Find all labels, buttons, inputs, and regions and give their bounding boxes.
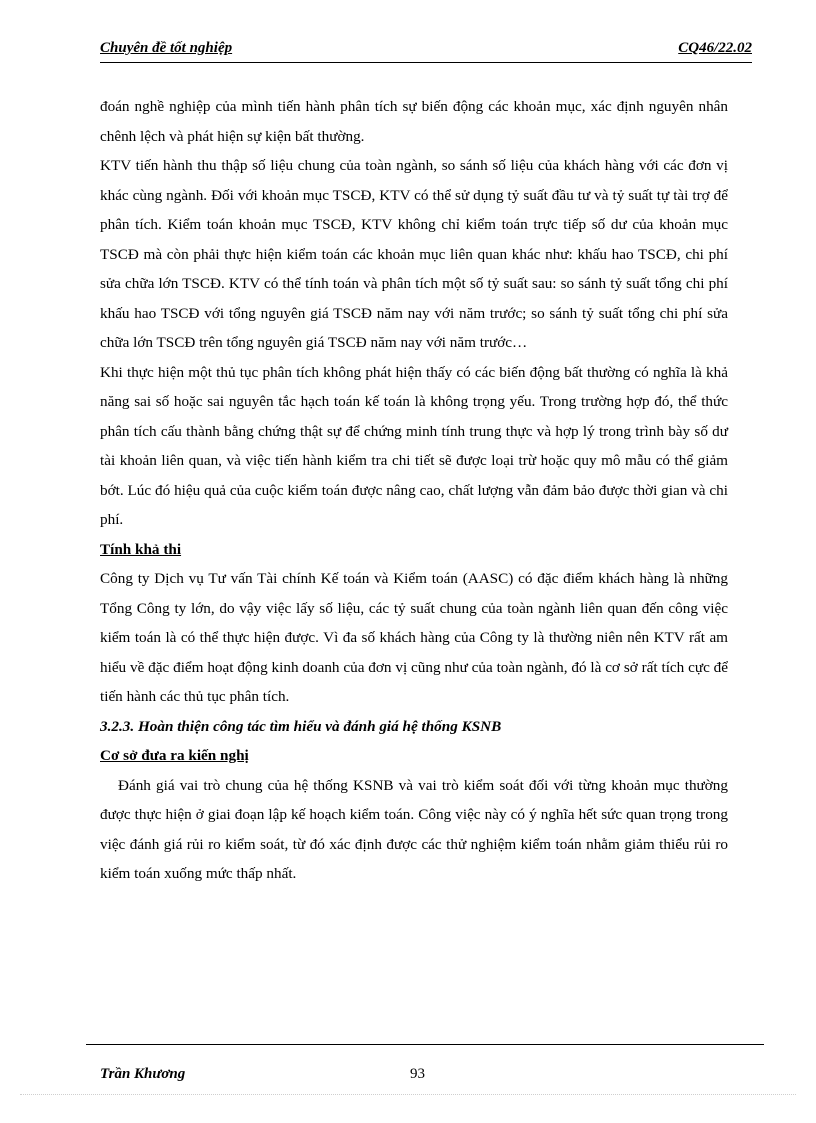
paragraph: Đánh giá vai trò chung của hệ thống KSNB và vai trò kiểm soát đối với từng khoản mục thường được thực hiện ở giai đoạn lập kế hoạch kiểm toán. Công việc này có ý nghĩa hết sức quan trọng trong việc đánh giá rủi ro kiểm soát, từ đó xác định được các thử nghiệm kiểm toán nhằm giảm thiểu rủi ro kiểm toán xuống mức thấp nhất. [100, 776, 728, 882]
header-document-type: Chuyên đề tốt nghiệp [100, 40, 233, 56]
paragraph: KTV tiến hành thu thập số liệu chung của toàn ngành, so sánh số liệu của khách hàng với các đơn vị khác cùng ngành. Đối với khoản mục TSCĐ, KTV có thể sử dụng tỷ suất đầu tư và tỷ suất tự tài trợ để phân tích. Kiểm toán khoản mục TSCĐ, KTV không chỉ kiểm toán trực tiếp số dư của khoản mục TSCĐ mà còn phải thực hiện kiểm toán các khoản mục liên quan khác như: khấu hao TSCĐ, chi phí sửa chữa lớn TSCĐ. KTV có thể tính toán và phân tích một số tỷ suất sau: so sánh tỷ suất tổng chi phí khấu hao TSCĐ với tổng nguyên giá TSCĐ năm nay với năm trước; so sánh tỷ suất tổng chi phí sửa chữa lớn TSCĐ trên tổng nguyên giá TSCĐ năm nay với năm trước… [100, 157, 728, 351]
section-heading-feasibility: Tính khả thi [100, 540, 182, 558]
page-body [100, 92, 728, 889]
footer-divider [86, 1044, 764, 1045]
section-heading-basis: Cơ sở đưa ra kiến nghị [100, 747, 249, 764]
paragraph: Khi thực hiện một thủ tục phân tích không phát hiện thấy có các biến động bất thường có nghĩa là khả năng sai số hoặc sai nguyên tắc hạch toán kế toán là không trọng yếu. Trong trường hợp đó, thể thức phân tích cấu thành bằng chứng thật sự để chứng minh tính trung thực và hợp lý trong trình bày số dư tài khoản liên quan, và việc tiến hành kiểm tra chi tiết sẽ được loại trừ hoặc quy mô mẫu có thể giảm bớt. Lúc đó hiệu quả của cuộc kiểm toán được nâng cao, chất lượng vẫn đảm bảo được thời gian và chi phí. [100, 363, 728, 528]
page-header [100, 38, 752, 63]
footer-author: Trần Khương [100, 1066, 186, 1082]
page-edge [20, 1094, 796, 1095]
paragraph: Công ty Dịch vụ Tư vấn Tài chính Kế toán và Kiểm toán (AASC) có đặc điểm khách hàng là những Tổng Công ty lớn, do vậy việc lấy số liệu, các tỷ suất chung của toàn ngành liên quan đến công việc kiểm toán là có thể thực hiện được. Vì đa số khách hàng của Công ty là thường niên nên KTV rất am hiểu về đặc điểm hoạt động kinh doanh của đơn vị cũng như của toàn ngành, đó là cơ sở rất tích cực để tiến hành các thủ tục phân tích. [100, 570, 728, 705]
page-number: 93 [410, 1066, 425, 1082]
subsection-heading: 3.2.3. Hoàn thiện công tác tìm hiểu và đánh giá hệ thống KSNB [100, 717, 502, 735]
paragraph: đoán nghề nghiệp của mình tiến hành phân tích sự biến động các khoản mục, xác định nguyên nhân chênh lệch và phát hiện sự kiện bất thường. [100, 98, 728, 145]
header-class-code: CQ46/22.02 [678, 40, 752, 56]
